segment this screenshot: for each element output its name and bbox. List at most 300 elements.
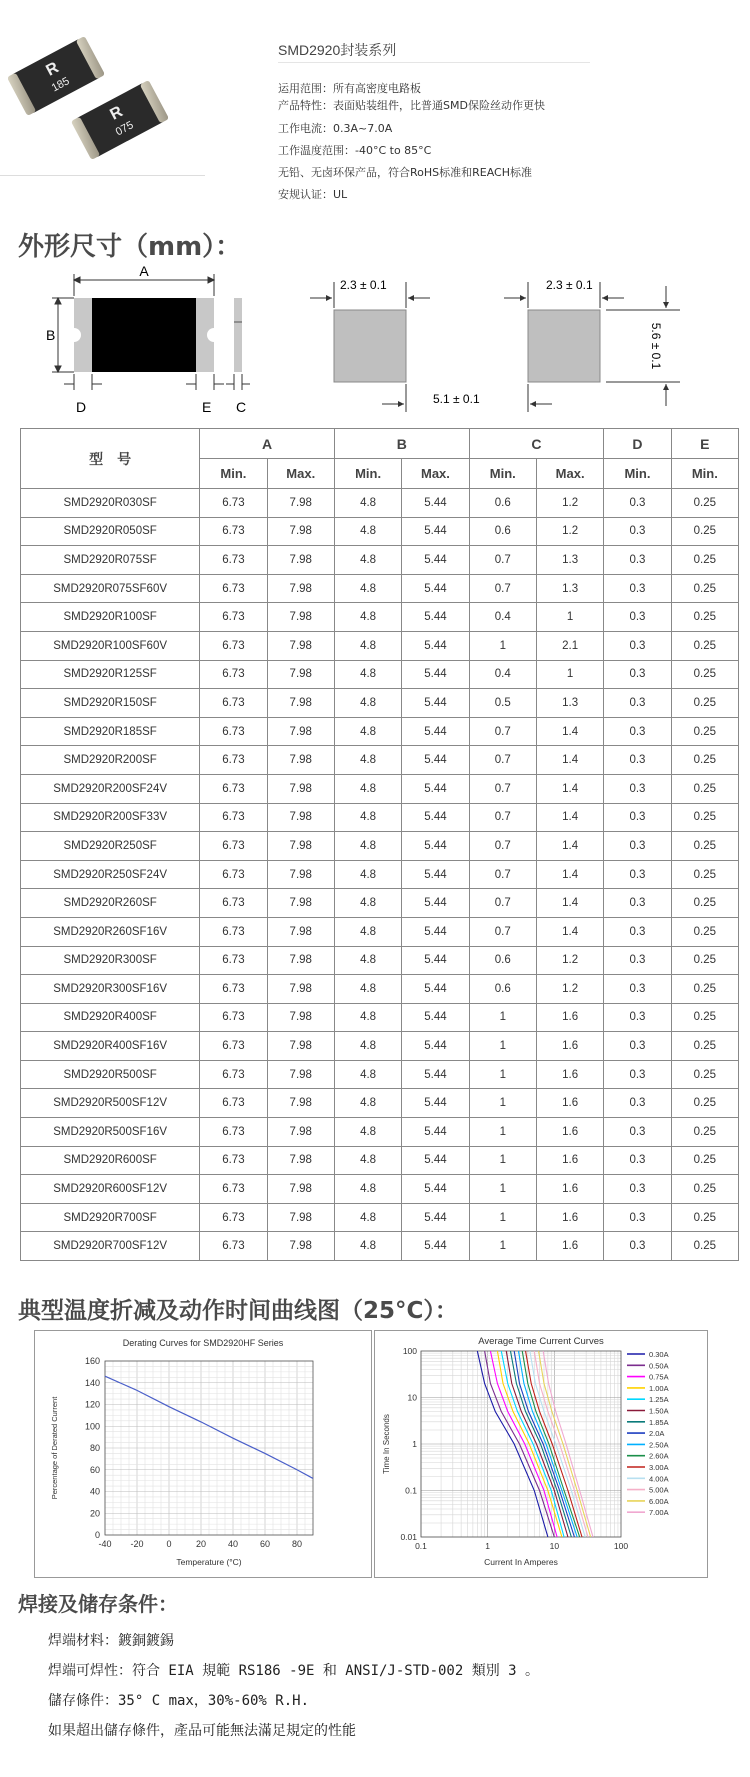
value-cell: 0.4 (469, 660, 536, 689)
table-row (21, 1003, 739, 1032)
spec-safety: 安规认证：UL (278, 188, 348, 201)
chart-title: Derating Curves for SMD2920HF Series (122, 1338, 284, 1348)
value-cell: 1.6 (536, 1203, 603, 1232)
model-cell: SMD2920R500SF (21, 1060, 200, 1089)
dimension-table (20, 428, 739, 1261)
value-cell: 0.3 (604, 1003, 671, 1032)
table-row (21, 1089, 739, 1118)
table-row (21, 660, 739, 689)
time-current-chart-svg (375, 1331, 707, 1577)
value-cell: 5.44 (402, 689, 469, 718)
value-cell: 7.98 (267, 1146, 334, 1175)
value-cell: 0.3 (604, 803, 671, 832)
value-cell: 7.98 (267, 746, 334, 775)
value-cell: 0.25 (671, 1203, 738, 1232)
value-cell: 4.8 (334, 717, 401, 746)
value-cell: 4.8 (334, 746, 401, 775)
x-tick-label: 100 (613, 1541, 629, 1551)
value-cell: 0.7 (469, 803, 536, 832)
value-cell: 6.73 (200, 774, 267, 803)
value-cell: 7.98 (267, 1232, 334, 1261)
x-tick-label: 0 (166, 1539, 172, 1549)
value-cell: 5.44 (402, 889, 469, 918)
table-row (21, 1060, 739, 1089)
value-cell: 0.25 (671, 1089, 738, 1118)
storage-warning: 如果超出儲存條件，產品可能無法滿足規定的性能 (48, 1723, 356, 1739)
y-tick-label: 0.1 (405, 1485, 417, 1496)
table-row (21, 603, 739, 632)
svg-text:R: R (107, 103, 126, 124)
value-cell: 5.44 (402, 631, 469, 660)
series-title: SMD2920封装系列 (278, 42, 397, 58)
model-cell: SMD2920R185SF (21, 717, 200, 746)
value-cell: 0.3 (604, 689, 671, 718)
value-cell: 0.25 (671, 1060, 738, 1089)
model-cell: SMD2920R260SF (21, 889, 200, 918)
value-cell: 4.8 (334, 546, 401, 575)
value-cell: 0.7 (469, 546, 536, 575)
value-cell: 0.7 (469, 889, 536, 918)
value-cell: 6.73 (200, 489, 267, 518)
y-tick-label: 160 (84, 1356, 100, 1366)
value-cell: 0.3 (604, 660, 671, 689)
value-cell: 5.44 (402, 917, 469, 946)
value-cell: 0.25 (671, 774, 738, 803)
legend-label: 3.00A (649, 1463, 669, 1472)
value-cell: 4.8 (334, 774, 401, 803)
x-axis-label: Current In Amperes (484, 1557, 558, 1567)
value-cell: 1.4 (536, 917, 603, 946)
value-cell: 4.8 (334, 1232, 401, 1261)
model-cell: SMD2920R050SF (21, 517, 200, 546)
model-cell: SMD2920R500SF16V (21, 1118, 200, 1147)
y-axis-label: Percentage of Derated Current (50, 1396, 59, 1500)
value-cell: 5.44 (402, 574, 469, 603)
model-cell: SMD2920R400SF (21, 1003, 200, 1032)
model-cell: SMD2920R200SF33V (21, 803, 200, 832)
value-cell: 0.7 (469, 832, 536, 861)
value-cell: 4.8 (334, 574, 401, 603)
value-cell: 0.25 (671, 803, 738, 832)
value-cell: 7.98 (267, 889, 334, 918)
value-cell: 5.44 (402, 660, 469, 689)
x-tick-label: 1 (485, 1541, 491, 1551)
value-cell: 1.3 (536, 546, 603, 575)
table-row (21, 1032, 739, 1061)
svg-text:5.1 ± 0.1: 5.1 ± 0.1 (433, 392, 480, 406)
table-row (21, 517, 739, 546)
value-cell: 5.44 (402, 946, 469, 975)
value-cell: 0.25 (671, 631, 738, 660)
value-cell: 7.98 (267, 1060, 334, 1089)
value-cell: 6.73 (200, 1146, 267, 1175)
sub-header: Min. (604, 459, 671, 489)
table-row (21, 860, 739, 889)
table-row (21, 774, 739, 803)
value-cell: 0.7 (469, 746, 536, 775)
svg-text:B: B (46, 327, 56, 343)
value-cell: 0.25 (671, 517, 738, 546)
value-cell: 4.8 (334, 1089, 401, 1118)
sub-header: Min. (334, 459, 401, 489)
legend-label: 1.85A (649, 1417, 669, 1427)
value-cell: 0.25 (671, 489, 738, 518)
table-row (21, 717, 739, 746)
value-cell: 4.8 (334, 517, 401, 546)
value-cell: 0.7 (469, 574, 536, 603)
value-cell: 4.8 (334, 1203, 401, 1232)
value-cell: 1.6 (536, 1003, 603, 1032)
spec-current: 工作电流：0.3A~7.0A (278, 122, 393, 135)
legend-label: 0.75A (649, 1372, 669, 1382)
value-cell: 7.98 (267, 946, 334, 975)
value-cell: 0.3 (604, 1089, 671, 1118)
x-tick-label: 0.1 (415, 1541, 427, 1551)
value-cell: 7.98 (267, 517, 334, 546)
value-cell: 7.98 (267, 546, 334, 575)
value-cell: 0.6 (469, 517, 536, 546)
value-cell: 0.25 (671, 975, 738, 1004)
model-cell: SMD2920R125SF (21, 660, 200, 689)
table-row (21, 1203, 739, 1232)
value-cell: 1.3 (536, 574, 603, 603)
y-tick-label: 100 (402, 1346, 417, 1356)
sub-header: Max. (402, 459, 469, 489)
model-cell: SMD2920R260SF16V (21, 917, 200, 946)
value-cell: 4.8 (334, 946, 401, 975)
model-cell: SMD2920R250SF (21, 832, 200, 861)
value-cell: 4.8 (334, 975, 401, 1004)
value-cell: 0.3 (604, 1146, 671, 1175)
model-cell: SMD2920R700SF12V (21, 1232, 200, 1261)
value-cell: 4.8 (334, 860, 401, 889)
value-cell: 4.8 (334, 1060, 401, 1089)
value-cell: 1 (469, 1118, 536, 1147)
value-cell: 1.4 (536, 717, 603, 746)
storage-heading: 焊接及储存条件： (18, 1592, 178, 1616)
value-cell: 0.25 (671, 546, 738, 575)
value-cell: 6.73 (200, 1089, 267, 1118)
value-cell: 6.73 (200, 546, 267, 575)
value-cell: 5.44 (402, 803, 469, 832)
chip-side-view (234, 298, 242, 372)
product-photo (8, 28, 198, 168)
pad-right (528, 310, 600, 382)
x-tick-label: 40 (227, 1539, 239, 1549)
value-cell: 6.73 (200, 1175, 267, 1204)
value-cell: 7.98 (267, 603, 334, 632)
model-cell: SMD2920R200SF (21, 746, 200, 775)
table-row (21, 1232, 739, 1261)
value-cell: 0.25 (671, 574, 738, 603)
value-cell: 6.73 (200, 860, 267, 889)
table-row (21, 917, 739, 946)
y-tick-label: 60 (89, 1464, 100, 1475)
value-cell: 6.73 (200, 517, 267, 546)
value-cell: 6.73 (200, 574, 267, 603)
value-cell: 0.6 (469, 489, 536, 518)
y-tick-label: 100 (84, 1421, 100, 1432)
value-cell: 0.3 (604, 1060, 671, 1089)
value-cell: 7.98 (267, 1203, 334, 1232)
value-cell: 0.3 (604, 546, 671, 575)
value-cell: 0.25 (671, 746, 738, 775)
spec-temperature: 工作温度范围：-40°C to 85°C (278, 144, 432, 157)
value-cell: 7.98 (267, 975, 334, 1004)
value-cell: 1.6 (536, 1060, 603, 1089)
value-cell: 0.3 (604, 717, 671, 746)
value-cell: 7.98 (267, 917, 334, 946)
legend-label: 6.00A (649, 1496, 669, 1506)
svg-text:2.3 ± 0.1: 2.3 ± 0.1 (340, 278, 387, 292)
value-cell: 4.8 (334, 1175, 401, 1204)
value-cell: 1.4 (536, 803, 603, 832)
title-rule (278, 62, 590, 63)
value-cell: 1.3 (536, 689, 603, 718)
value-cell: 1 (469, 1146, 536, 1175)
value-cell: 6.73 (200, 746, 267, 775)
value-cell: 1 (469, 1032, 536, 1061)
value-cell: 7.98 (267, 660, 334, 689)
value-cell: 0.3 (604, 1118, 671, 1147)
value-cell: 6.73 (200, 1003, 267, 1032)
value-cell: 6.73 (200, 660, 267, 689)
value-cell: 7.98 (267, 1118, 334, 1147)
model-cell: SMD2920R300SF16V (21, 975, 200, 1004)
legend-label: 1.00A (649, 1383, 669, 1393)
value-cell: 6.73 (200, 717, 267, 746)
solderability: 焊端可焊性：符合 EIA 規範 RS186 -9E 和 ANSI/J-STD-002 類別 3 。 (48, 1663, 540, 1679)
value-cell: 1 (469, 1060, 536, 1089)
legend-label: 1.50A (649, 1406, 669, 1416)
group-b-header: B (334, 429, 469, 459)
table-row (21, 689, 739, 718)
svg-text:A: A (139, 263, 149, 279)
model-header: 型 号 (21, 429, 200, 489)
table-row (21, 746, 739, 775)
value-cell: 0.3 (604, 917, 671, 946)
value-cell: 0.25 (671, 832, 738, 861)
legend-label: 4.00A (649, 1474, 669, 1484)
x-axis-label: Temperature (°C) (176, 1557, 242, 1567)
model-cell: SMD2920R250SF24V (21, 860, 200, 889)
value-cell: 0.25 (671, 717, 738, 746)
value-cell: 5.44 (402, 1146, 469, 1175)
svg-text:R: R (43, 59, 62, 80)
model-cell: SMD2920R150SF (21, 689, 200, 718)
value-cell: 4.8 (334, 1118, 401, 1147)
table-row (21, 1175, 739, 1204)
value-cell: 0.25 (671, 889, 738, 918)
svg-text:185: 185 (49, 75, 72, 95)
table-row (21, 803, 739, 832)
model-cell: SMD2920R200SF24V (21, 774, 200, 803)
legend-label: 2.0A (649, 1429, 665, 1439)
value-cell: 5.44 (402, 1118, 469, 1147)
sub-header: Min. (200, 459, 267, 489)
value-cell: 0.3 (604, 1032, 671, 1061)
value-cell: 7.98 (267, 803, 334, 832)
value-cell: 1.6 (536, 1032, 603, 1061)
value-cell: 4.8 (334, 1003, 401, 1032)
derating-chart (34, 1330, 372, 1578)
group-d-header: D (604, 429, 671, 459)
value-cell: 6.73 (200, 689, 267, 718)
curves-heading: 典型温度折减及动作时间曲线图（25°C）： (18, 1298, 458, 1324)
svg-text:D: D (76, 399, 87, 415)
svg-text:C: C (236, 399, 247, 415)
value-cell: 0.7 (469, 860, 536, 889)
sub-header: Max. (267, 459, 334, 489)
value-cell: 7.98 (267, 860, 334, 889)
legend-label: 1.25A (649, 1395, 669, 1405)
y-axis-label: Time In Seconds (382, 1414, 391, 1474)
value-cell: 5.44 (402, 1232, 469, 1261)
x-tick-label: -20 (130, 1539, 144, 1549)
value-cell: 1.4 (536, 832, 603, 861)
value-cell: 0.6 (469, 946, 536, 975)
value-cell: 4.8 (334, 917, 401, 946)
value-cell: 7.98 (267, 832, 334, 861)
value-cell: 7.98 (267, 1175, 334, 1204)
value-cell: 4.8 (334, 631, 401, 660)
value-cell: 1.2 (536, 975, 603, 1004)
value-cell: 0.3 (604, 1203, 671, 1232)
value-cell: 1.2 (536, 489, 603, 518)
value-cell: 1.4 (536, 774, 603, 803)
value-cell: 6.73 (200, 1203, 267, 1232)
table-row (21, 946, 739, 975)
group-a-header: A (200, 429, 335, 459)
value-cell: 4.8 (334, 889, 401, 918)
y-tick-label: 1 (412, 1439, 417, 1449)
header-divider (0, 175, 205, 176)
x-tick-label: 20 (195, 1539, 207, 1549)
model-cell: SMD2920R400SF16V (21, 1032, 200, 1061)
value-cell: 1 (469, 1003, 536, 1032)
value-cell: 1.2 (536, 946, 603, 975)
legend-label: 0.50A (649, 1361, 669, 1371)
value-cell: 7.98 (267, 574, 334, 603)
value-cell: 0.25 (671, 660, 738, 689)
value-cell: 0.3 (604, 860, 671, 889)
storage-condition: 儲存條件：35° C max，30%-60% R.H. (48, 1693, 310, 1709)
value-cell: 0.3 (604, 603, 671, 632)
value-cell: 0.3 (604, 517, 671, 546)
value-cell: 0.5 (469, 689, 536, 718)
value-cell: 0.3 (604, 631, 671, 660)
y-tick-label: 20 (89, 1508, 100, 1519)
value-cell: 0.3 (604, 746, 671, 775)
model-cell: SMD2920R030SF (21, 489, 200, 518)
value-cell: 1 (469, 1232, 536, 1261)
value-cell: 0.25 (671, 689, 738, 718)
value-cell: 5.44 (402, 603, 469, 632)
dimensions-heading: 外形尺寸（mm）： (18, 232, 242, 262)
value-cell: 5.44 (402, 832, 469, 861)
table-row (21, 631, 739, 660)
y-tick-label: 0.01 (400, 1532, 417, 1542)
table-row (21, 1146, 739, 1175)
value-cell: 7.98 (267, 1032, 334, 1061)
value-cell: 1.6 (536, 1118, 603, 1147)
value-cell: 6.73 (200, 803, 267, 832)
value-cell: 4.8 (334, 1146, 401, 1175)
legend-label: 5.00A (649, 1485, 669, 1495)
model-cell: SMD2920R300SF (21, 946, 200, 975)
chip-1 (8, 36, 105, 116)
group-c-header: C (469, 429, 604, 459)
value-cell: 0.3 (604, 489, 671, 518)
value-cell: 0.25 (671, 917, 738, 946)
terminal-material: 焊端材料：鍍銅鍍錫 (48, 1633, 174, 1649)
value-cell: 4.8 (334, 489, 401, 518)
value-cell: 5.44 (402, 1032, 469, 1061)
value-cell: 7.98 (267, 689, 334, 718)
y-tick-label: 80 (89, 1443, 100, 1453)
value-cell: 4.8 (334, 832, 401, 861)
value-cell: 1 (536, 603, 603, 632)
table-row (21, 574, 739, 603)
value-cell: 1 (469, 1089, 536, 1118)
value-cell: 4.8 (334, 660, 401, 689)
value-cell: 4.8 (334, 689, 401, 718)
model-cell: SMD2920R700SF (21, 1203, 200, 1232)
x-tick-label: 60 (259, 1539, 271, 1549)
value-cell: 5.44 (402, 546, 469, 575)
value-cell: 0.3 (604, 1175, 671, 1204)
value-cell: 1.4 (536, 860, 603, 889)
value-cell: 5.44 (402, 860, 469, 889)
table-row (21, 889, 739, 918)
value-cell: 1 (469, 1203, 536, 1232)
value-cell: 6.73 (200, 1060, 267, 1089)
y-tick-label: 140 (84, 1377, 100, 1388)
value-cell: 0.7 (469, 774, 536, 803)
value-cell: 5.44 (402, 975, 469, 1004)
model-cell: SMD2920R500SF12V (21, 1089, 200, 1118)
value-cell: 7.98 (267, 631, 334, 660)
value-cell: 5.44 (402, 517, 469, 546)
value-cell: 6.73 (200, 917, 267, 946)
value-cell: 7.98 (267, 1003, 334, 1032)
value-cell: 1.4 (536, 746, 603, 775)
table-row (21, 546, 739, 575)
value-cell: 0.25 (671, 603, 738, 632)
x-tick-label: 80 (291, 1539, 303, 1549)
value-cell: 0.25 (671, 1175, 738, 1204)
y-tick-label: 40 (89, 1486, 100, 1497)
model-cell: SMD2920R600SF (21, 1146, 200, 1175)
x-tick-label: -40 (98, 1539, 112, 1549)
legend-label: 0.30A (649, 1350, 669, 1359)
value-cell: 1 (536, 660, 603, 689)
spec-application: 运用范围：所有高密度电路板 (278, 82, 421, 95)
value-cell: 7.98 (267, 1089, 334, 1118)
time-current-chart (374, 1330, 708, 1578)
x-tick-label: 10 (549, 1541, 560, 1551)
value-cell: 2.1 (536, 631, 603, 660)
value-cell: 5.44 (402, 1089, 469, 1118)
value-cell: 0.3 (604, 774, 671, 803)
value-cell: 5.44 (402, 1003, 469, 1032)
value-cell: 5.44 (402, 489, 469, 518)
value-cell: 7.98 (267, 489, 334, 518)
model-cell: SMD2920R075SF60V (21, 574, 200, 603)
value-cell: 6.73 (200, 946, 267, 975)
value-cell: 1.4 (536, 889, 603, 918)
y-tick-label: 10 (407, 1392, 417, 1403)
